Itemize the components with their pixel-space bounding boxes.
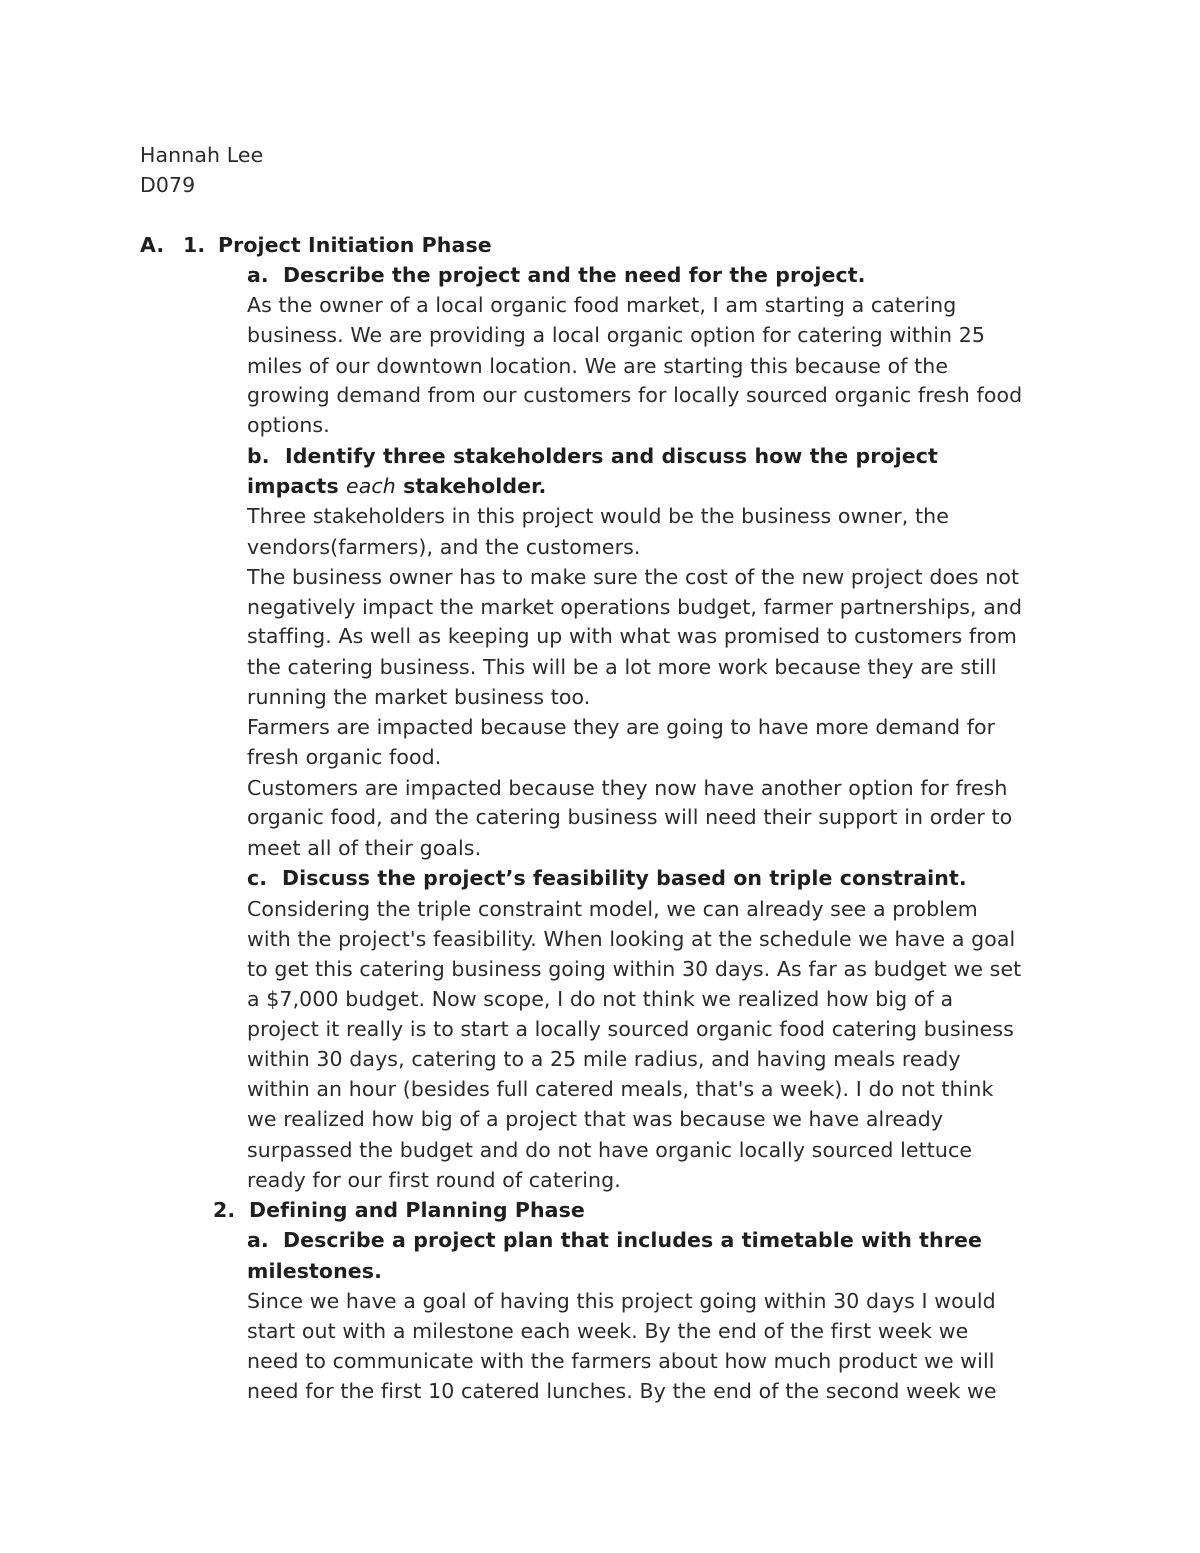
- answer-a-line: business. We are providing a local organic option for catering within 25: [247, 323, 986, 347]
- answer-c-line: to get this catering business going within 30 days. As far as budget we set: [247, 957, 1022, 981]
- answer-b-line: Three stakeholders in this project would be the business owner, the: [247, 504, 949, 528]
- phase-2-answer-a-line: need for the first 10 catered lunches. By the end of the second week we: [247, 1379, 997, 1403]
- question-c-marker: c.: [247, 866, 268, 890]
- answer-b-line: Farmers are impacted because they are going to have more demand for: [247, 715, 996, 739]
- answer-c-line: Considering the triple constraint model, we can already see a problem: [247, 897, 978, 921]
- phase-2-answer-a-line: Since we have a goal of having this project going within 30 days I would: [247, 1289, 996, 1313]
- answer-b-line: vendors(farmers), and the customers.: [247, 535, 641, 559]
- answer-b-line: running the market business too.: [247, 685, 591, 709]
- phase-2-question-a-text: Describe a project plan that includes a timetable with three: [283, 1228, 982, 1252]
- phase-2-answer-a-line: start out with a milestone each week. By the end of the first week we: [247, 1319, 969, 1343]
- answer-c-line: within 30 days, catering to a 25 mile radius, and having meals ready: [247, 1047, 961, 1071]
- answer-c-line: with the project's feasibility. When looking at the schedule we have a goal: [247, 927, 1016, 951]
- phase-2-question-a-marker: a.: [247, 1228, 269, 1252]
- phase-1-number: 1.: [183, 233, 206, 257]
- answer-b-line: negatively impact the market operations budget, farmer partnerships, and: [247, 595, 1023, 619]
- question-a-marker: a.: [247, 263, 269, 287]
- phase-1-title: Project Initiation Phase: [218, 233, 492, 257]
- answer-b-line: the catering business. This will be a lot more work because they are still: [247, 655, 997, 679]
- author-name: Hannah Lee: [140, 143, 264, 167]
- answer-a-line: As the owner of a local organic food market, I am starting a catering: [247, 293, 957, 317]
- answer-b-line: Customers are impacted because they now have another option for fresh: [247, 776, 1008, 800]
- section-marker: A.: [140, 233, 165, 257]
- phase-2-answer-a-line: need to communicate with the farmers about how much product we will: [247, 1349, 995, 1373]
- question-b-marker: b.: [247, 444, 270, 468]
- course-code: D079: [140, 173, 196, 197]
- answer-a-line: miles of our downtown location. We are starting this because of the: [247, 354, 949, 378]
- question-b-text-line2: impacts each stakeholder.: [247, 474, 547, 498]
- answer-b-line: meet all of their goals.: [247, 836, 482, 860]
- emphasis-each: each: [346, 474, 396, 498]
- answer-c-line: project it really is to start a locally sourced organic food catering business: [247, 1017, 1014, 1041]
- answer-b-line: The business owner has to make sure the cost of the new project does not: [247, 565, 1020, 589]
- question-c-text: Discuss the project’s feasibility based on triple constraint.: [282, 866, 967, 890]
- phase-2-title: Defining and Planning Phase: [249, 1198, 585, 1222]
- answer-b-line: staffing. As well as keeping up with what was promised to customers from: [247, 624, 1017, 648]
- phase-2-question-a-text-line2: milestones.: [247, 1259, 382, 1283]
- answer-c-line: a $7,000 budget. Now scope, I do not think we realized how big of a: [247, 987, 954, 1011]
- answer-c-line: within an hour (besides full catered meals, that's a week). I do not think: [247, 1077, 994, 1101]
- answer-a-line: growing demand from our customers for locally sourced organic fresh food: [247, 383, 1023, 407]
- question-a-text: Describe the project and the need for the project.: [283, 263, 866, 287]
- answer-b-line: organic food, and the catering business will need their support in order to: [247, 805, 1013, 829]
- phase-2-number: 2.: [213, 1198, 236, 1222]
- answer-a-line: options.: [247, 413, 330, 437]
- answer-c-line: ready for our first round of catering.: [247, 1168, 621, 1192]
- question-b-text: Identify three stakeholders and discuss how the project: [285, 444, 938, 468]
- answer-b-line: fresh organic food.: [247, 745, 442, 769]
- answer-c-line: we realized how big of a project that was because we have already: [247, 1107, 944, 1131]
- answer-c-line: surpassed the budget and do not have organic locally sourced lettuce: [247, 1138, 973, 1162]
